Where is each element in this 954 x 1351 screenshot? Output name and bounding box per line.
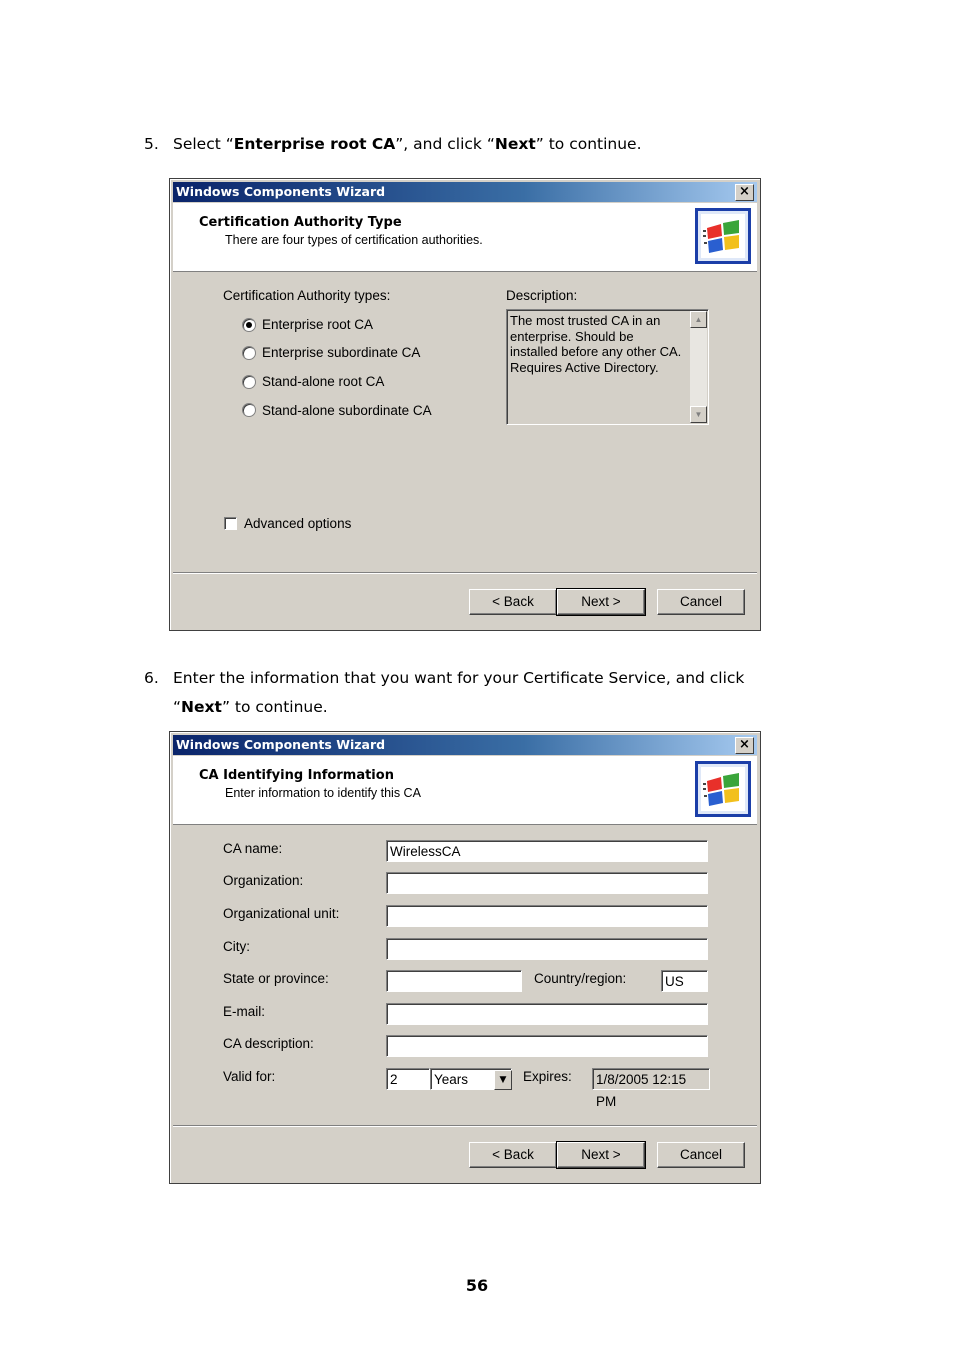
wizard-dialog-ca-info <box>169 731 761 1184</box>
window-title: Windows Components Wizard <box>176 184 386 199</box>
next-button[interactable]: Next > <box>557 589 645 615</box>
header-title: CA Identifying Information <box>199 768 394 783</box>
valid-for-label: Valid for: <box>223 1069 276 1084</box>
step-text: Select “Enterprise root CA”, and click “Next” to continue. <box>173 135 642 153</box>
country-input[interactable]: US <box>661 970 708 992</box>
back-button[interactable]: < Back <box>469 1142 557 1168</box>
country-label: Country/region: <box>534 971 627 986</box>
email-label: E-mail: <box>223 1004 266 1019</box>
cancel-button[interactable]: Cancel <box>657 1142 745 1168</box>
radio-button[interactable] <box>242 403 256 417</box>
step-text: Enter the information that you want for your Certificate Service, and click “Next” to continue. <box>173 669 745 716</box>
ca-description-input[interactable] <box>386 1035 708 1057</box>
title-bar <box>173 735 757 755</box>
checkbox-label[interactable]: Advanced options <box>244 516 352 531</box>
radio-button[interactable] <box>242 346 256 360</box>
header-title: Certification Authority Type <box>199 215 402 230</box>
back-button[interactable]: < Back <box>469 589 557 615</box>
next-button[interactable]: Next > <box>557 1142 645 1168</box>
email-input[interactable] <box>386 1003 708 1025</box>
scrollbar[interactable] <box>690 311 707 423</box>
ca-name-input[interactable]: WirelessCA <box>386 840 708 862</box>
city-label: City: <box>223 939 250 954</box>
wizard-dialog-ca-type <box>169 178 761 631</box>
ca-types-label: Certification Authority types: <box>223 288 391 303</box>
window-title: Windows Components Wizard <box>176 737 386 752</box>
windows-logo-icon <box>695 208 751 264</box>
step-number: 5. <box>144 135 159 153</box>
organization-label: Organization: <box>223 873 304 888</box>
ca-description-label: CA description: <box>223 1036 314 1051</box>
wizard-header <box>173 203 757 272</box>
state-input[interactable] <box>386 970 522 992</box>
organization-input[interactable] <box>386 872 708 894</box>
scroll-down-arrow-icon[interactable]: ▼ <box>690 406 707 423</box>
cancel-button[interactable]: Cancel <box>657 589 745 615</box>
radio-label[interactable]: Enterprise subordinate CA <box>262 345 421 360</box>
footer-separator <box>173 572 757 574</box>
description-label: Description: <box>506 288 578 303</box>
org-unit-label: Organizational unit: <box>223 906 340 921</box>
expires-label: Expires: <box>523 1069 572 1084</box>
footer-separator <box>173 1125 757 1127</box>
radio-label[interactable]: Stand-alone root CA <box>262 374 385 389</box>
valid-for-input[interactable]: 2 <box>386 1068 430 1090</box>
step-number: 6. <box>144 669 159 687</box>
page-number: 56 <box>465 1276 489 1295</box>
header-subtitle: Enter information to identify this CA <box>225 786 421 800</box>
expires-value: 1/8/2005 12:15 PM <box>592 1068 710 1090</box>
title-bar <box>173 182 757 202</box>
checkbox[interactable] <box>224 517 237 530</box>
description-box[interactable] <box>506 309 709 425</box>
scroll-up-arrow-icon[interactable]: ▲ <box>690 311 707 328</box>
radio-button[interactable] <box>242 375 256 389</box>
wizard-header <box>173 756 757 825</box>
description-text: The most trusted CA in an enterprise. Should be installed before any other CA. Requires Active Directory. <box>510 313 682 375</box>
windows-logo-icon <box>695 761 751 817</box>
close-button[interactable]: × <box>735 184 754 201</box>
header-subtitle: There are four types of certification authorities. <box>225 233 483 247</box>
dropdown-arrow-icon[interactable]: ▼ <box>494 1070 512 1090</box>
radio-label[interactable]: Enterprise root CA <box>262 317 374 332</box>
valid-unit-value[interactable]: Years <box>430 1068 512 1090</box>
city-input[interactable] <box>386 938 708 960</box>
ca-name-label: CA name: <box>223 841 283 856</box>
org-unit-input[interactable] <box>386 905 708 927</box>
radio-label[interactable]: Stand-alone subordinate CA <box>262 403 432 418</box>
close-button[interactable]: × <box>735 737 754 754</box>
state-label: State or province: <box>223 971 329 986</box>
radio-button[interactable] <box>242 318 256 332</box>
